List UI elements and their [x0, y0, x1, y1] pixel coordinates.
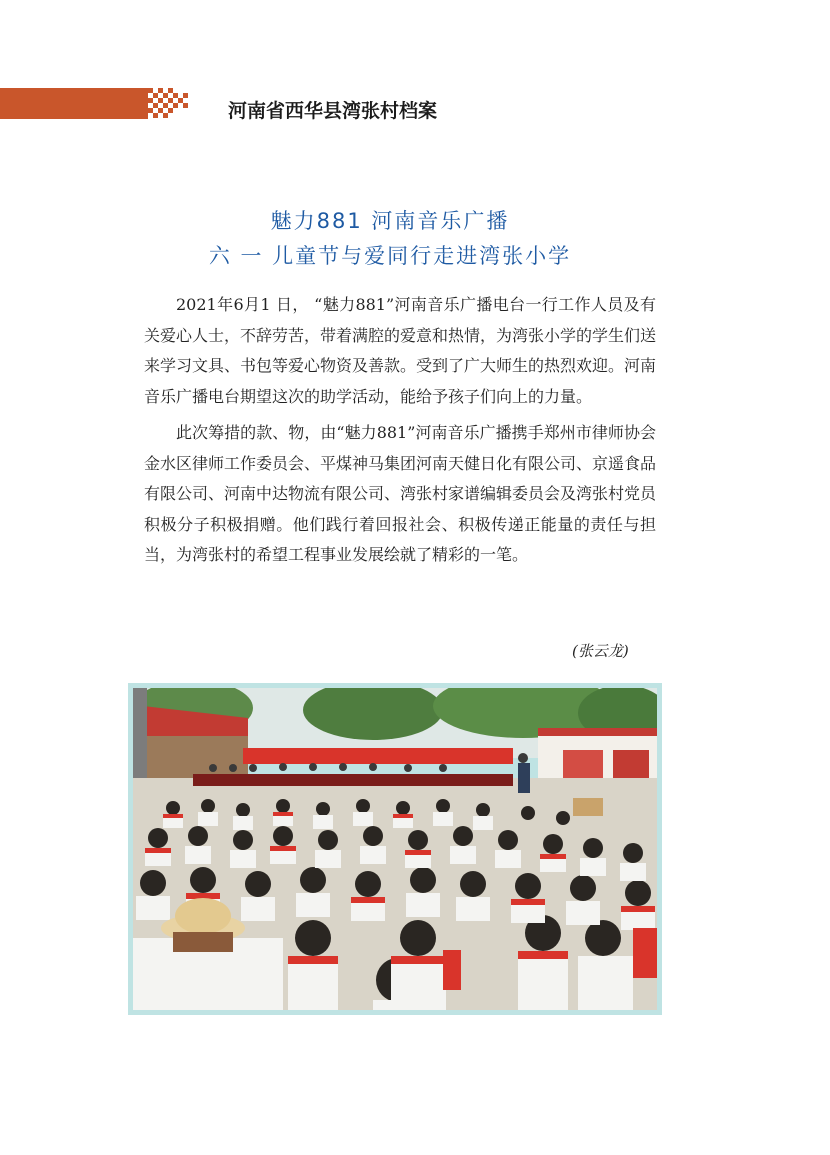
- article-author: (张云龙): [572, 642, 629, 660]
- header-title: 河南省西华县湾张村档案: [228, 100, 438, 122]
- checker-pattern-decoration: [148, 88, 188, 119]
- article-paragraph-1: 2021年6月1 日， “魅力881”河南音乐广播电台一行工作人员及有关爱心人士，不辞劳苦，带着满腔的爱意和热情，为湾张小学的学生们送来学习文具、书包等爱心物资及善款。受到了广大师生的热烈欢迎。河南音乐广播电台期望这次的助学活动，能给予孩子们向上的力量。: [144, 295, 657, 406]
- article-title-line-2: 六 一 儿童节与爱同行走进湾张小学: [208, 244, 572, 268]
- article-title-line-1: 魅力881 河南音乐广播: [270, 209, 510, 233]
- article-body: [144, 290, 656, 577]
- header-accent-bar: [0, 88, 148, 119]
- event-photo: [133, 688, 657, 1010]
- photo-frame: [128, 683, 662, 1015]
- article-paragraph-2: 此次筹措的款、物，由“魅力881”河南音乐广播携手郑州市律师协会金水区律师工作委员会、平煤神马集团河南天健日化有限公司、京遥食品有限公司、河南中达物流有限公司、湾张村家谱编辑委员会及湾张村党员积极分子积极捐赠。他们践行着回报社会、积极传递正能量的责任与担当，为湾张村的希望工程事业发展绘就了精彩的一笔。: [144, 423, 657, 564]
